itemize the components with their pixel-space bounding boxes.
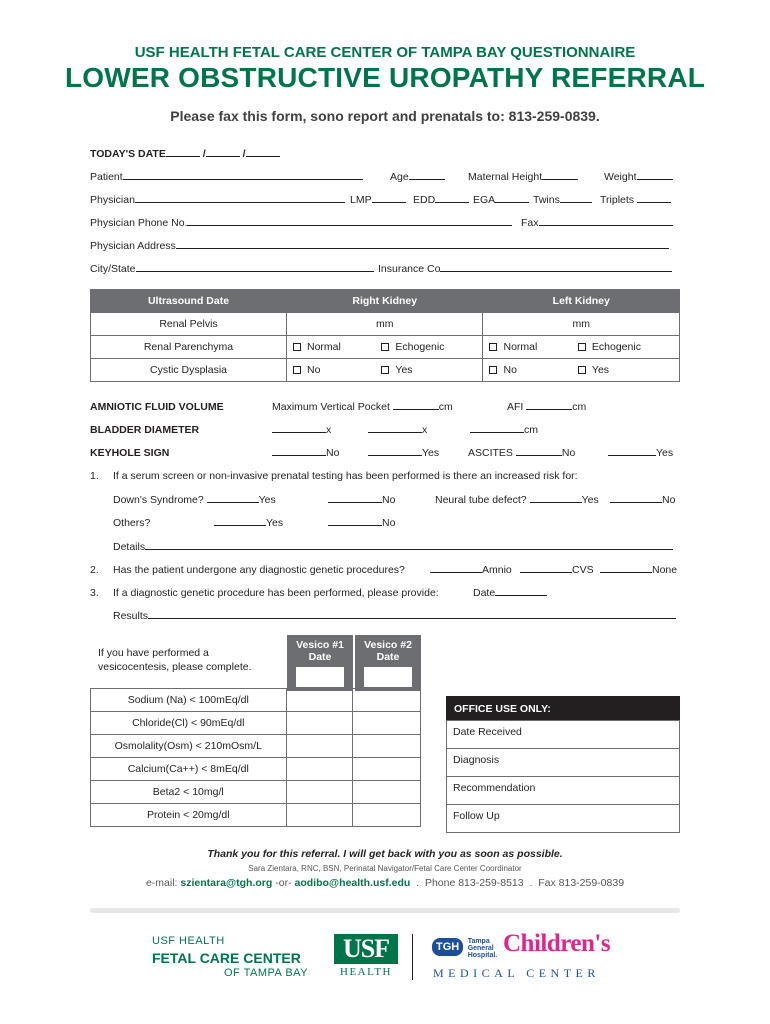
bladder-dim3-field[interactable]: cm (470, 424, 538, 436)
right-renal-pelvis-input[interactable]: mm (287, 313, 483, 336)
vesico1-cell[interactable] (286, 804, 353, 827)
coordinator-text: Sara Zientara, RNC, BSN, Perinatal Navigator/Fetal Care Center Coordinator (248, 864, 522, 873)
q3-date-field[interactable]: Date (473, 587, 547, 599)
table-row: Calcium(Ca++) < 8mEq/dl (91, 758, 421, 781)
table-row (447, 721, 680, 749)
thank-you-text: Thank you for this referral. I will get back with you as soon as possible. (207, 848, 563, 860)
vesico2-cell[interactable] (353, 712, 421, 735)
q3-number: 3. (90, 587, 99, 599)
none-field[interactable]: None (600, 564, 677, 576)
details-field[interactable]: Details (113, 541, 673, 553)
triplets-field[interactable]: Triplets (600, 194, 671, 206)
neural-no-field[interactable]: No (610, 494, 675, 506)
row-label: Renal Parenchyma (91, 336, 287, 359)
others-yes-field[interactable]: Yes (214, 517, 283, 529)
form-title: LOWER OBSTRUCTIVE UROPATHY REFERRAL (64, 62, 706, 93)
table-row (91, 359, 680, 382)
vesico1-header: Vesico #1 Date (287, 635, 353, 691)
results-field[interactable]: Results (113, 610, 676, 622)
city-state-field[interactable]: City/State (90, 263, 374, 275)
weight-field[interactable]: Weight (604, 171, 673, 183)
todays-date-field[interactable]: TODAY'S DATE / / (90, 148, 280, 160)
neural-yes-field[interactable]: Neural tube defect? Yes (435, 494, 599, 506)
usf-health-logo: USF HEALTH (334, 934, 398, 980)
q1-number: 1. (90, 470, 99, 482)
logo-separator (412, 934, 413, 980)
table-row: Osmolality(Osm) < 210mOsm/L (91, 735, 421, 758)
table-row (447, 749, 680, 777)
kidney-table (90, 289, 680, 382)
vesico2-cell[interactable] (353, 689, 421, 712)
right-normal-checkbox[interactable]: Normal (287, 336, 368, 359)
vesico2-cell[interactable] (353, 804, 421, 827)
left-no-checkbox[interactable]: No (483, 359, 564, 382)
patient-field[interactable]: Patient (90, 171, 363, 183)
maternal-height-field[interactable]: Maternal Height (468, 171, 578, 183)
col-left-kidney: Left Kidney (483, 290, 680, 313)
q2-text: Has the patient undergone any diagnostic genetic procedures? (113, 564, 405, 576)
table-row (91, 336, 680, 359)
vesico-note: If you have performed a vesicocentesis, please complete. (98, 647, 252, 673)
q2-number: 2. (90, 564, 99, 576)
childrens-logo: Children's (503, 930, 611, 957)
email-link-2[interactable]: aodibo@health.usf.edu (294, 877, 411, 889)
afi-field[interactable]: AFI cm (507, 401, 587, 413)
physician-fax-field[interactable]: Fax (521, 217, 673, 229)
col-right-kidney: Right Kidney (287, 290, 483, 313)
q3-text: If a diagnostic genetic procedure has been performed, please provide: (113, 587, 439, 599)
vesico-table (90, 688, 421, 827)
bladder-dim2-field[interactable]: x (368, 424, 427, 436)
table-row (91, 313, 680, 336)
row-label: Renal Pelvis (91, 313, 287, 336)
right-yes-checkbox[interactable]: Yes (367, 359, 483, 382)
cvs-field[interactable]: CVS (520, 564, 594, 576)
age-field[interactable]: Age (390, 171, 445, 183)
physician-field[interactable]: Physician (90, 194, 345, 206)
date-received-field[interactable]: Date Received (447, 721, 680, 749)
vesico1-cell[interactable] (286, 712, 353, 735)
keyhole-label: KEYHOLE SIGN (90, 447, 170, 459)
vesico1-date-input[interactable] (296, 667, 344, 687)
vesico1-cell[interactable] (286, 781, 353, 804)
contact-line: e-mail: szientara@tgh.org -or- aodibo@health.usf.edu . Phone 813-259-8513 . Fax 813-259-0839 (145, 877, 625, 889)
vesico2-cell[interactable] (353, 735, 421, 758)
mvp-field[interactable]: Maximum Vertical Pocket cm (272, 401, 453, 413)
bladder-dim1-field[interactable]: x (272, 424, 331, 436)
email-link-1[interactable]: szientara@tgh.org (180, 877, 273, 889)
vesico1-cell[interactable] (286, 689, 353, 712)
table-row (447, 777, 680, 805)
others-no-field[interactable]: No (328, 517, 395, 529)
others-label: Others? (113, 517, 151, 529)
form-supertitle: USF HEALTH FETAL CARE CENTER OF TAMPA BAY QUESTIONNAIRE (134, 44, 636, 61)
col-ultrasound-date: Ultrasound Date (91, 290, 287, 313)
left-echogenic-checkbox[interactable]: Echogenic (564, 336, 680, 359)
footer-divider (90, 908, 680, 913)
table-row: Protein < 20mg/dl (91, 804, 421, 827)
lmp-field[interactable]: LMP (350, 194, 406, 206)
amniotic-label: AMNIOTIC FLUID VOLUME (90, 401, 224, 413)
amnio-field[interactable]: Amnio (430, 564, 512, 576)
q1-text: If a serum screen or non-invasive prenatal testing has been performed is there an increased risk for: (113, 470, 578, 482)
left-renal-pelvis-input[interactable]: mm (483, 313, 680, 336)
twins-field[interactable]: Twins (533, 194, 592, 206)
tgh-logo: TGH Tampa General Hospital. (432, 938, 497, 959)
edd-field[interactable]: EDD (413, 194, 469, 206)
table-row (447, 805, 680, 833)
left-yes-checkbox[interactable]: Yes (564, 359, 680, 382)
office-use-header: OFFICE USE ONLY: (446, 696, 680, 720)
downs-yes-field[interactable]: Down's Syndrome? Yes (113, 494, 276, 506)
medical-center-text: MEDICAL CENTER (433, 966, 600, 980)
office-use-table (446, 720, 680, 833)
diagnosis-field[interactable]: Diagnosis (447, 749, 680, 777)
ascites-no-field[interactable]: ASCITES No (468, 447, 576, 459)
bladder-label: BLADDER DIAMETER (90, 424, 200, 436)
vesico2-cell[interactable] (353, 781, 421, 804)
right-echogenic-checkbox[interactable]: Echogenic (367, 336, 483, 359)
keyhole-no-field[interactable]: No (272, 447, 339, 459)
fax-instructions: Please fax this form, sono report and prenatals to: 813-259-0839. (170, 108, 600, 124)
physician-phone-field[interactable]: Physician Phone No. (90, 217, 512, 229)
vesico1-cell[interactable] (286, 758, 353, 781)
left-normal-checkbox[interactable]: Normal (483, 336, 564, 359)
follow-up-field[interactable]: Follow Up (447, 805, 680, 833)
insurance-field[interactable]: Insurance Co (378, 263, 672, 275)
right-no-checkbox[interactable]: No (287, 359, 368, 382)
ascites-yes-field[interactable]: Yes (608, 447, 673, 459)
table-row: Sodium (Na) < 100mEq/dl (91, 689, 421, 712)
vesico1-cell[interactable] (286, 735, 353, 758)
vesico2-cell[interactable] (353, 758, 421, 781)
table-row: Chloride(Cl) < 90mEq/dl (91, 712, 421, 735)
fetal-care-center-logo: USF HEALTH FETAL CARE CENTER OF TAMPA BAY (152, 935, 309, 979)
table-row: Beta2 < 10mg/l (91, 781, 421, 804)
ega-field[interactable]: EGA (473, 194, 529, 206)
physician-address-field[interactable]: Physician Address (90, 240, 669, 252)
downs-no-field[interactable]: No (328, 494, 395, 506)
row-label: Cystic Dysplasia (91, 359, 287, 382)
keyhole-yes-field[interactable]: Yes (368, 447, 439, 459)
vesico2-date-input[interactable] (364, 667, 412, 687)
recommendation-field[interactable]: Recommendation (447, 777, 680, 805)
vesico2-header: Vesico #2 Date (355, 635, 421, 691)
